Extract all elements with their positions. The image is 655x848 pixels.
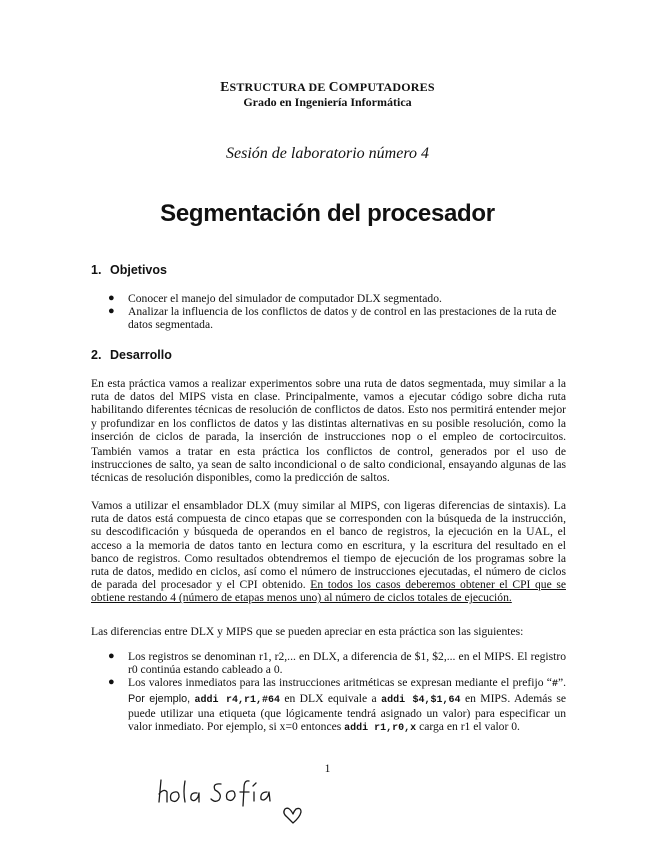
handwriting-i: [253, 783, 256, 801]
list-item: [108, 676, 566, 735]
differences-list: [108, 650, 566, 735]
difference-text-2a: Los valores inmediatos para las instrucciones aritméticas se expresan mediante el prefijo “: [128, 676, 552, 690]
code-mips-addi: addi $4,$1,64: [381, 694, 461, 706]
section-2-number: 2.: [91, 348, 102, 362]
list-item: [108, 305, 568, 331]
section-1-number: 1.: [91, 263, 102, 277]
paragraph-2: [91, 499, 566, 605]
handwriting-a: [191, 793, 199, 802]
code-dlx-addi: addi r4,r1,#64: [194, 694, 280, 706]
handwriting-a2: [261, 792, 270, 801]
paragraph-3: Las diferencias entre DLX y MIPS que se pueden apreciar en esta práctica son las siguientes:: [91, 625, 524, 638]
bullet-icon: ●: [108, 676, 115, 689]
paragraph-1-text-a: En esta práctica vamos a realizar experimentos sobre una ruta de datos segmentada, muy similar a la ruta de datos del MIPS vista en clase. Principalmente, vamos a ejecutar código sobre dicha ruta habilitando diferentes técnicas de resolución de conflictos de datos. Esto nos permitirá entender mejor y profundizar en los conflictos de datos y las distintas alternativas en su posible resolución, como la inserción de ciclos de parada, la inserción de instrucciones: [91, 377, 566, 443]
course-title: [0, 79, 655, 95]
course-title-part-2: OMPUTADORES: [338, 80, 435, 94]
session-subtitle: Sesión de laboratorio número 4: [226, 145, 429, 162]
difference-text-2e: en MIPS. Además se puede utilizar una etiqueta (que lógicamente tendrá asignado un valor) para especificar un valor inmediato. Por ejemplo, si x=0 entonces: [128, 691, 566, 734]
section-1-title: Objetivos: [110, 263, 167, 277]
bullet-icon: ●: [108, 305, 115, 318]
handwritten-note: [155, 778, 305, 828]
handwriting-s: [211, 784, 221, 801]
code-label-addi: addi r1,r0,x: [344, 723, 417, 735]
list-item: [108, 650, 566, 676]
handwriting-o: [171, 792, 180, 802]
difference-text-2f: carga en r1 el valor 0.: [416, 720, 520, 734]
difference-text-2b: ”.: [557, 676, 566, 690]
objective-text: Analizar la influencia de los conflictos de datos y de control en las prestaciones de la ruta de datos segmentada.: [128, 305, 557, 332]
paragraph-1: [91, 377, 566, 485]
handwriting-f: [240, 781, 249, 806]
paragraph-2-text: Vamos a utilizar el ensamblador DLX (muy similar al MIPS, con ligeras diferencias de sintaxis). La ruta de datos está compuesta de cinco etapas que se corresponden con la búsqueda de la instrucción, su descodificación y búsqueda de operandos en el banco de registros, la ejecución en la UAL, el acceso a la memoria de datos tanto en lectura como en escritura, y la escritura del resultado en el banco de registros. Como resultados obtendremos el tiempo de ejecución de los programas sobre la ruta de datos, medido en ciclos, así como el número de instrucciones ejecutadas, el número de ciclos de parada del procesador y el CPI obtenido.: [91, 499, 566, 592]
paragraph-2-underlined-note: En todos los casos deberemos obtener el CPI que se obtiene restando 4 (número de etapas menos uno) al número de ciclos totales de ejecución.: [91, 578, 566, 605]
difference-text-1: Los registros se denominan r1, r2,... en DLX, a diferencia de $1, $2,... en el MIPS. El registro r0 continúa estando cableado a 0.: [128, 650, 566, 677]
code-nop: nop: [391, 431, 412, 444]
bullet-icon: ●: [108, 292, 115, 304]
heart-icon: [284, 808, 301, 823]
difference-text-2-example: Por ejemplo,: [128, 692, 191, 705]
degree-name: Grado en Ingeniería Informática: [243, 95, 412, 109]
course-title-initial-c: C: [328, 79, 339, 94]
code-hash: #: [551, 679, 558, 691]
page-number: 1: [324, 763, 331, 775]
handwriting-o2: [227, 791, 236, 801]
section-2-title: Desarrollo: [110, 348, 172, 362]
section-2-heading: [91, 348, 172, 362]
handwriting-l: [184, 781, 185, 802]
course-title-part-1: STRUCTURA DE: [229, 80, 329, 94]
objective-text: Conocer el manejo del simulador de computador DLX segmentado.: [128, 292, 442, 305]
paragraph-1-text-b: o el empleo de cortocircuitos. También vamos a tratar en esta práctica los conflictos de control, generados por el uso de instrucciones de salto, ya sean de salto incondicional o de salto condicional, ensayando algunas de las técnicas de resolución disponibles, como la predicción de saltos.: [91, 429, 566, 485]
handwriting-h: [159, 780, 167, 802]
difference-text-2d: en DLX equivale a: [279, 691, 382, 705]
document-title: Segmentación del procesador: [160, 200, 495, 227]
course-title-initial-e: E: [220, 79, 230, 94]
objectives-list: [108, 292, 568, 332]
list-item: [108, 292, 568, 305]
bullet-icon: ●: [108, 650, 115, 662]
section-1-heading: [91, 263, 167, 277]
